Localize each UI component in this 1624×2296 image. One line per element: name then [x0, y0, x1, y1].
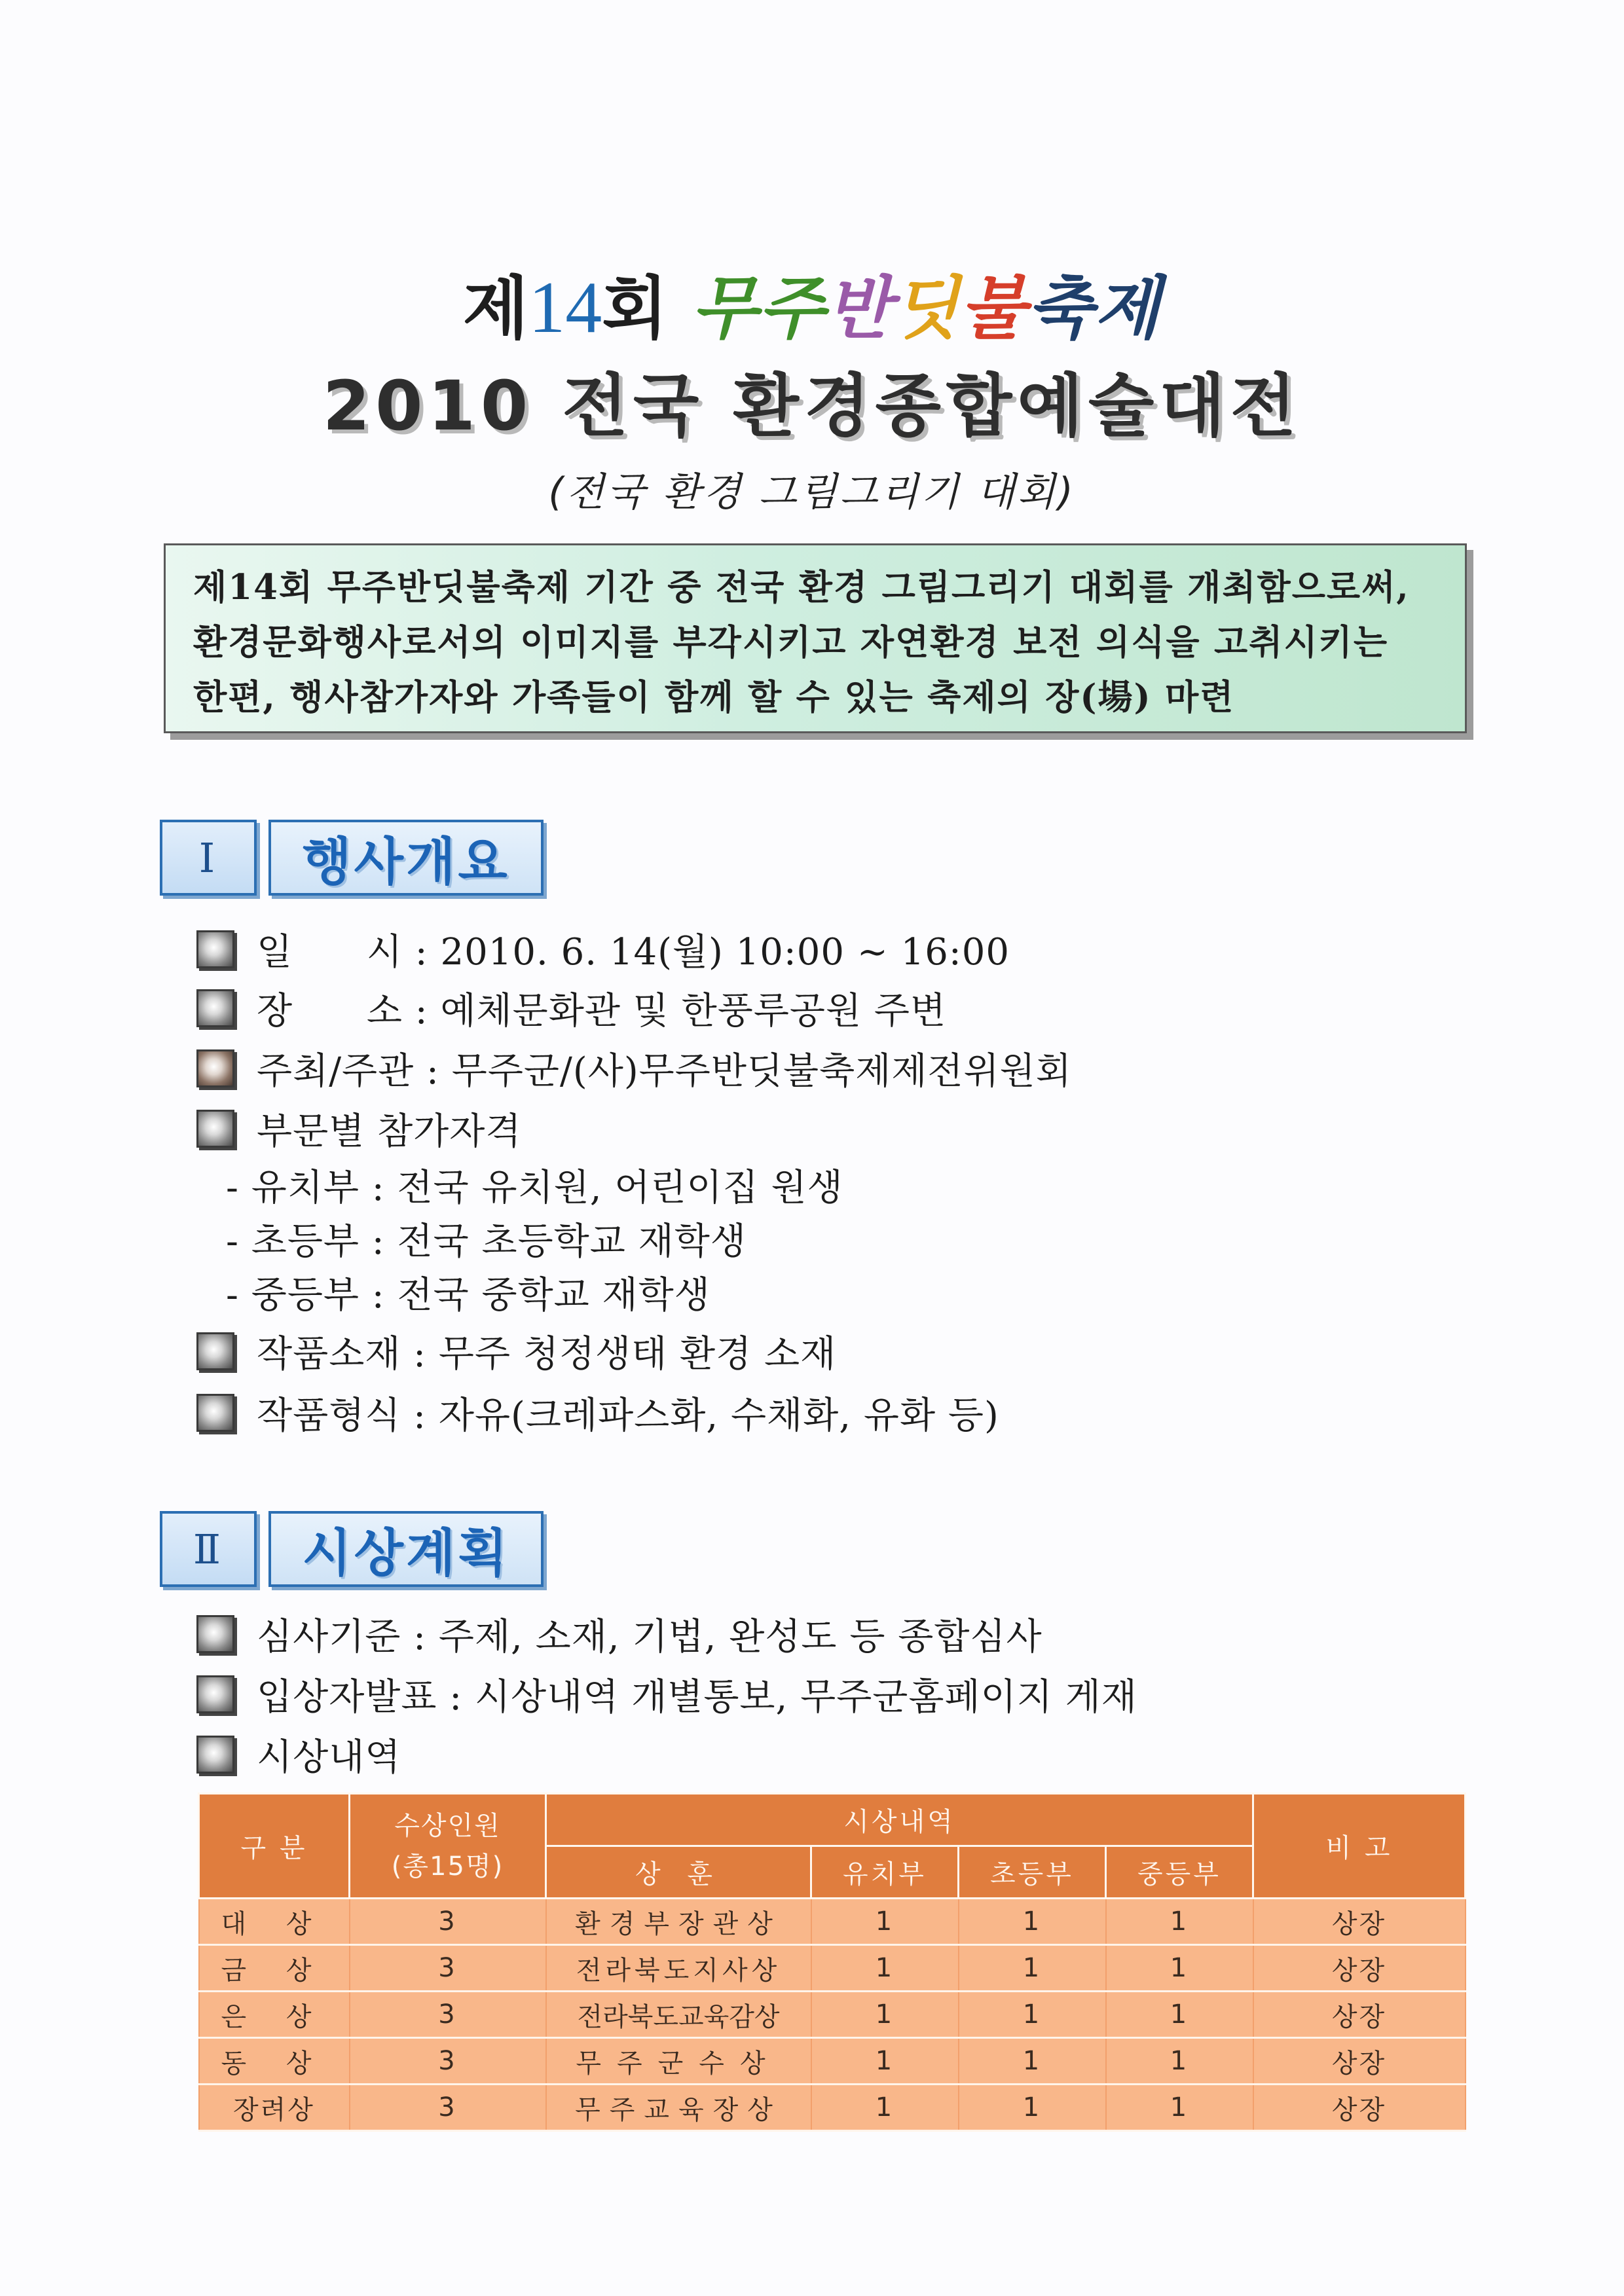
header-kinder: 유치부: [811, 1846, 959, 1899]
table-row: [199, 1899, 1466, 1945]
table-row: [199, 2085, 1466, 2131]
list-item-text: 시상내역: [257, 1736, 401, 1779]
header-category: 구 분: [199, 1794, 350, 1899]
cell-kinder: 1: [811, 1899, 959, 1945]
title-je: 제: [462, 268, 529, 348]
cell-elem: 1: [959, 2085, 1106, 2131]
main-title: 2010 전국 환경종합예술대전: [322, 366, 1302, 446]
section-2-number: Ⅱ: [160, 1511, 257, 1587]
list-item-text: 일 시 : 2010. 6. 14(월) 10:00 ~ 16:00: [257, 931, 1010, 974]
list-item: [196, 1042, 1072, 1095]
square-bullet-icon: [196, 930, 234, 968]
square-bullet-icon: [196, 989, 234, 1027]
cell-category: 장려상: [199, 2085, 350, 2131]
cell-elem: 1: [959, 2038, 1106, 2085]
purpose-line: 한편, 행사참가자와 가족들이 함께 할 수 있는 축제의 장(場) 마련: [193, 677, 1235, 718]
list-item-text: 주최/주관 : 무주군/(사)무주반딧불축제제전위원회: [257, 1050, 1072, 1093]
header-awards: 시상내역: [546, 1794, 1253, 1846]
list-item-text: 장 소 : 예체문화관 및 한풍루공원 주변: [257, 990, 947, 1032]
cell-kinder: 1: [811, 2085, 959, 2131]
square-bullet-icon: [196, 1110, 234, 1148]
list-item: [196, 982, 946, 1034]
table-row: [199, 1945, 1466, 1992]
festival-name-part: 불: [959, 268, 1027, 348]
cell-elem: 1: [959, 1945, 1106, 1992]
title-hoe: 회: [602, 268, 668, 348]
section-2-title: 시상계획: [268, 1511, 544, 1587]
square-bullet-icon: [196, 1736, 234, 1774]
list-item: [196, 1728, 401, 1781]
list-item-text: 작품형식 : 자유(크레파스화, 수채화, 유화 등): [257, 1394, 999, 1437]
square-bullet-icon: [196, 1394, 234, 1432]
list-item: [196, 1608, 1043, 1660]
cell-count: 3: [350, 1992, 546, 2038]
subtitle: (전국 환경 그림그리기 대회): [548, 469, 1076, 515]
cell-count: 3: [350, 2038, 546, 2085]
festival-name-part: 반: [825, 268, 893, 348]
list-item: [196, 923, 1010, 975]
cell-note: 상장: [1253, 1992, 1466, 2038]
cell-elem: 1: [959, 1899, 1106, 1945]
cell-category: 금 상: [199, 1945, 350, 1992]
cell-middle: 1: [1106, 2038, 1253, 2085]
cell-award: 전라북도교육감상: [546, 1992, 811, 2038]
square-bullet-icon: [196, 1049, 234, 1087]
header-note: 비 고: [1253, 1794, 1466, 1899]
header-middle: 중등부: [1106, 1846, 1253, 1899]
festival-name: [692, 268, 1161, 348]
header-count-line2: (총15명): [391, 1851, 504, 1882]
festival-title: [0, 265, 1624, 351]
purpose-line: 환경문화행사로서의 이미지를 부각시키고 자연환경 보전 의식을 고취시키는: [193, 622, 1389, 663]
cell-count: 3: [350, 1899, 546, 1945]
cell-award: 환경부장관상: [546, 1899, 811, 1945]
list-item-text: 작품소재 : 무주 청정생태 환경 소재: [257, 1333, 837, 1376]
square-bullet-icon: [196, 1675, 234, 1713]
cell-note: 상장: [1253, 2038, 1466, 2085]
festival-name-part: 무주: [691, 268, 826, 348]
cell-middle: 1: [1106, 1945, 1253, 1992]
cell-award: 전라북도지사상: [546, 1945, 811, 1992]
cell-middle: 1: [1106, 1992, 1253, 2038]
purpose-line: 제14회 무주반딧불축제 기간 중 전국 환경 그림그리기 대회를 개최함으로써,: [193, 567, 1410, 608]
cell-note: 상장: [1253, 2085, 1466, 2131]
section-1-title: 행사개요: [268, 820, 544, 896]
section-1-number: Ⅰ: [160, 820, 257, 896]
cell-elem: 1: [959, 1992, 1106, 2038]
cell-award: 무주군수상: [546, 2038, 811, 2085]
cell-kinder: 1: [811, 2038, 959, 2085]
cell-kinder: 1: [811, 1992, 959, 2038]
cell-category: 대 상: [199, 1899, 350, 1945]
sub-list-item: - 유치부 : 전국 유치원, 어린이집 원생: [226, 1167, 843, 1209]
cell-middle: 1: [1106, 2085, 1253, 2131]
cell-middle: 1: [1106, 1899, 1253, 1945]
cell-note: 상장: [1253, 1945, 1466, 1992]
cell-award: 무주교육장상: [546, 2085, 811, 2131]
header-count: [350, 1794, 546, 1899]
cell-kinder: 1: [811, 1945, 959, 1992]
cell-note: 상장: [1253, 1899, 1466, 1945]
cell-category: 은 상: [199, 1992, 350, 2038]
list-item-text: 입상자발표 : 시상내역 개별통보, 무주군홈페이지 게재: [257, 1676, 1137, 1719]
header-count-line1: 수상인원: [394, 1810, 501, 1841]
header-award-name: 상 훈: [546, 1846, 811, 1899]
award-table: [198, 1793, 1466, 2132]
header-elem: 초등부: [959, 1846, 1106, 1899]
list-item-text: 부문별 참가자격: [257, 1110, 522, 1153]
cell-count: 3: [350, 1945, 546, 1992]
list-item-text: 심사기준 : 주제, 소재, 기법, 완성도 등 종합심사: [257, 1616, 1043, 1658]
square-bullet-icon: [196, 1615, 234, 1653]
list-item: [196, 1325, 836, 1377]
cell-category: 동 상: [199, 2038, 350, 2085]
square-bullet-icon: [196, 1332, 234, 1370]
purpose-box: [164, 543, 1467, 733]
cell-count: 3: [350, 2085, 546, 2131]
table-row: [199, 2038, 1466, 2085]
title-number: 14: [528, 267, 602, 348]
table-row: [199, 1992, 1466, 2038]
list-item: [196, 1668, 1137, 1721]
sub-list-item: - 중등부 : 전국 중학교 재학생: [226, 1274, 710, 1317]
festival-name-part: 축제: [1027, 268, 1162, 348]
list-item: [196, 1387, 999, 1439]
festival-name-part: 딧: [893, 268, 960, 348]
list-item: [196, 1102, 521, 1155]
sub-list-item: - 초등부 : 전국 초등학교 재학생: [226, 1220, 747, 1263]
